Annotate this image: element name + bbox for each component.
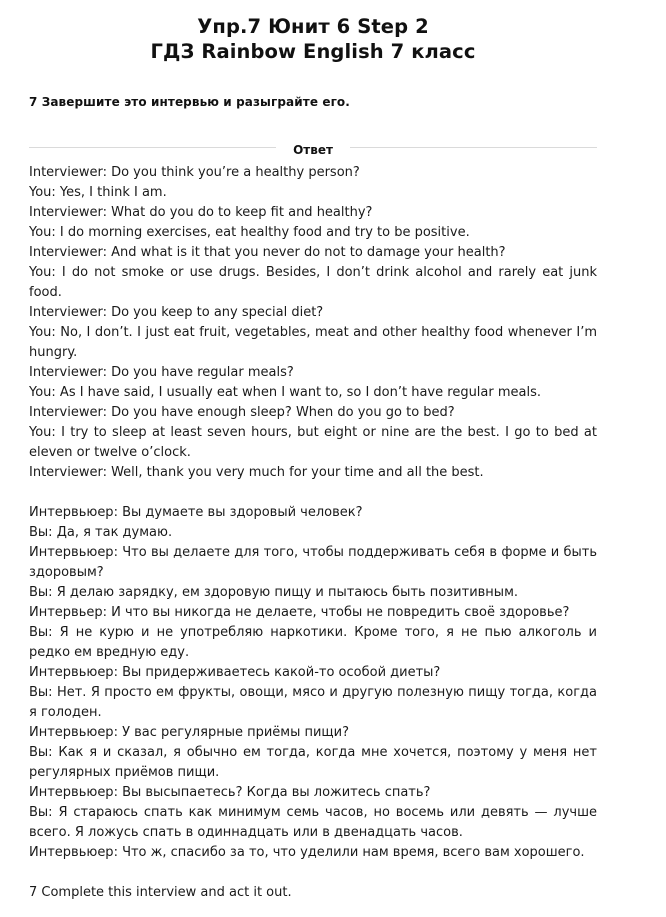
dialogue-line: Вы: Я стараюсь спать как минимум семь часов, но восемь или девять — лучше всего. Я ложусь спать в одиннадцать или в двенадцать часов.: [29, 805, 597, 840]
dialogue-line: Interviewer: Do you keep to any special diet?: [29, 305, 324, 320]
dialogue-line: You: I do morning exercises, eat healthy food and try to be positive.: [29, 225, 470, 240]
answer-label: Ответ: [276, 142, 350, 158]
dialogue-line: You: No, I don’t. I just eat fruit, vegetables, meat and other healthy food whenever I’m hungry.: [29, 325, 597, 360]
dialogue-line: You: Yes, I think I am.: [29, 185, 167, 200]
dialogue-line: Вы: Нет. Я просто ем фрукты, овощи, мясо и другую полезную пищу тогда, когда я голоден.: [29, 685, 597, 720]
answer-text: [29, 163, 597, 863]
task-statement: 7 Завершите это интервью и разыграйте его.: [29, 95, 350, 109]
dialogue-line: Interviewer: What do you do to keep fit and healthy?: [29, 205, 373, 220]
dialogue-line: Interviewer: Do you have regular meals?: [29, 365, 294, 380]
dialogue-line: You: I try to sleep at least seven hours, but eight or nine are the best. I go to bed at eleven or twelve o’clock.: [29, 425, 597, 460]
page-title: [29, 0, 597, 64]
dialogue-line: Вы: Я делаю зарядку, ем здоровую пищу и пытаюсь быть позитивным.: [29, 585, 519, 600]
dialogue-line: You: I do not smoke or use drugs. Besides, I don’t drink alcohol and rarely eat junk food.: [29, 265, 597, 300]
dialogue-line: Вы: Я не курю и не употребляю наркотики. Кроме того, я не пью алкоголь и редко ем вредную еду.: [29, 625, 597, 660]
dialogue-line: Interviewer: And what is it that you never do not to damage your health?: [29, 245, 506, 260]
russian-dialogue: [29, 503, 597, 863]
dialogue-line: Интервьюер: Вы высыпаетесь? Когда вы ложитесь спать?: [29, 785, 431, 800]
dialogue-line: Interviewer: Well, thank you very much for your time and all the best.: [29, 465, 484, 480]
dialogue-line: You: As I have said, I usually eat when I want to, so I don’t have regular meals.: [29, 385, 542, 400]
dialogue-line: Interviewer: Do you have enough sleep? When do you go to bed?: [29, 405, 455, 420]
answer-divider: [29, 139, 597, 155]
dialogue-line: Интервьюер: У вас регулярные приёмы пищи?: [29, 725, 350, 740]
dialogue-line: Интервьер: И что вы никогда не делаете, чтобы не повредить своё здоровье?: [29, 605, 570, 620]
page-title-line-1: Упр.7 Юнит 6 Step 2: [197, 15, 429, 38]
english-dialogue: [29, 163, 597, 483]
dialogue-line: Вы: Да, я так думаю.: [29, 525, 173, 540]
footer-task: 7 Complete this interview and act it out.: [29, 885, 292, 900]
dialogue-line: Interviewer: Do you think you’re a healthy person?: [29, 165, 360, 180]
dialogue-line: Интервьюер: Что вы делаете для того, чтобы поддерживать себя в форме и быть здоровым?: [29, 545, 597, 580]
dialogue-line: Интервьюер: Вы придерживаетесь какой-то особой диеты?: [29, 665, 441, 680]
page: [29, 0, 597, 903]
dialogue-line: Интервьюер: Вы думаете вы здоровый человек?: [29, 505, 363, 520]
paragraph-gap: [29, 483, 597, 503]
dialogue-line: Интервьюер: Что ж, спасибо за то, что уделили нам время, всего вам хорошего.: [29, 845, 585, 860]
page-title-line-2: ГДЗ Rainbow English 7 класс: [150, 40, 476, 63]
dialogue-line: Вы: Как я и сказал, я обычно ем тогда, когда мне хочется, поэтому у меня нет регулярных приёмов пищи.: [29, 745, 597, 780]
